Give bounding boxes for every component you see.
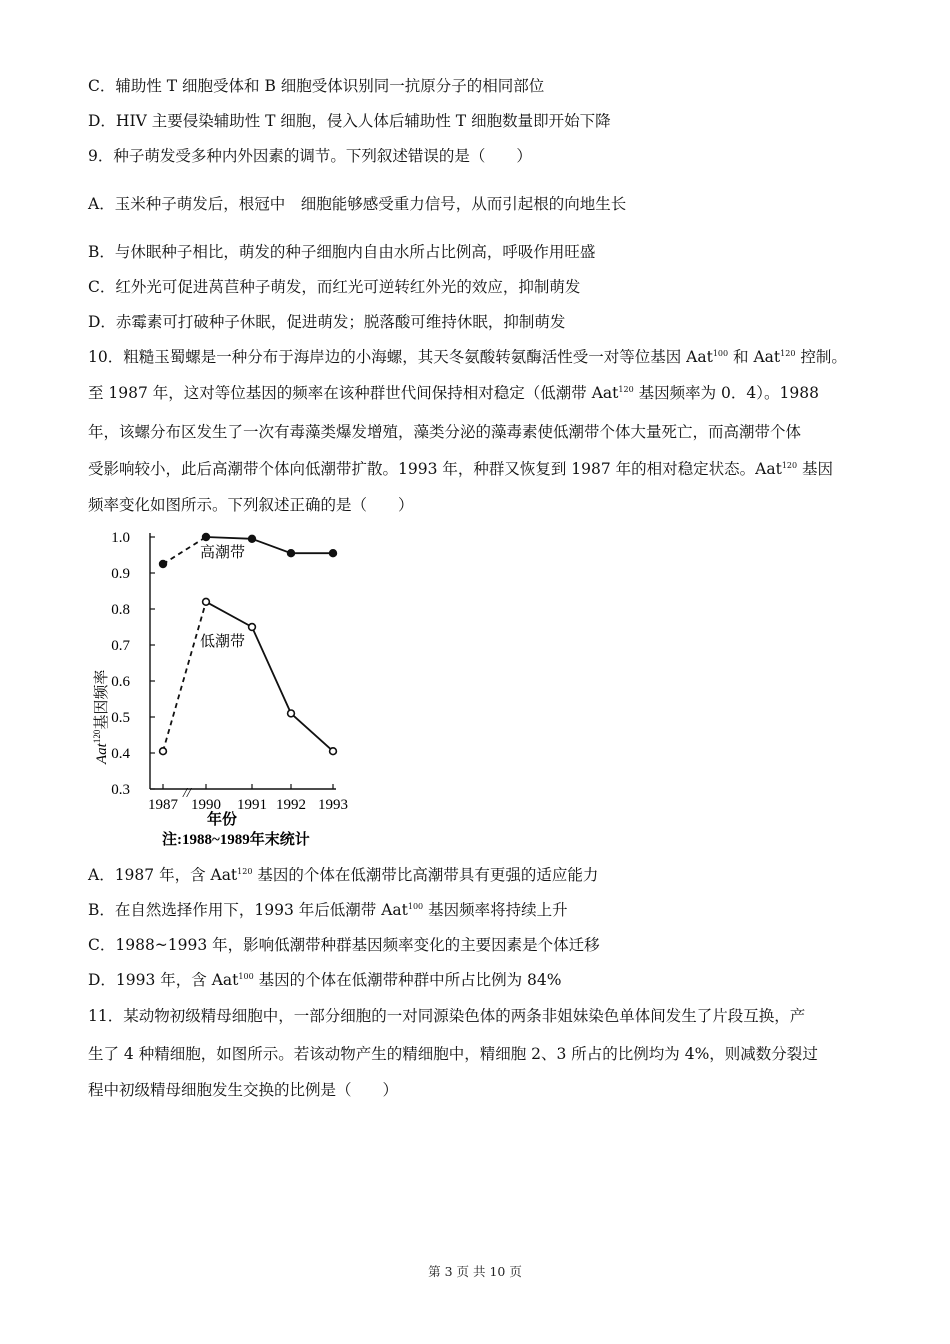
y-tick-label: 0.3 (111, 782, 130, 798)
x-axis-break: // (183, 786, 191, 801)
q10-option-c: C．1988~1993 年，影响低潮带种群基因频率变化的主要因素是个体迁移 (88, 936, 600, 954)
q10-stem-line-4: 受影响较小，此后高潮带个体向低潮带扩散。1993 年，种群又恢复到 1987 年的相对稳定状态。Aat$^{120}$ 基因 (88, 460, 834, 478)
y-tick-label: 0.4 (111, 746, 130, 762)
y-tick-label: 1.0 (111, 530, 130, 546)
q10-stem-line-5: 频率变化如图所示。下列叙述正确的是（ ） (88, 496, 414, 514)
y-tick-label: 0.9 (111, 566, 130, 582)
series-label-high-tide: 高潮带 (200, 545, 246, 561)
series-low-tide-point (288, 710, 295, 717)
q9-option-a: A．玉米种子萌发后，根冠中 细胞能够感受重力信号，从而引起根的向地生长 (88, 195, 627, 213)
series-high-tide-point (203, 534, 210, 541)
q10-stem-line-3: 年，该螺分布区发生了一次有毒藻类爆发增殖，藻类分泌的藻毒素使低潮带个体大量死亡，而高潮带个体 (88, 423, 802, 441)
x-tick-label: 1992 (276, 797, 306, 813)
q9-option-b: B．与休眠种子相比，萌发的种子细胞内自由水所占比例高，呼吸作用旺盛 (88, 243, 596, 261)
q10-option-b: B．在自然选择作用下，1993 年后低潮带 Aat$^{100}$ 基因频率将持续上升 (88, 901, 568, 919)
chart-note: 注:1988~1989年末统计 (162, 832, 310, 848)
x-tick-label: 1990 (191, 797, 221, 813)
series-high-tide-point (288, 550, 295, 557)
q10-option-a: A．1987 年，含 Aat$^{120}$ 基因的个体在低潮带比高潮带具有更强的适应能力 (88, 866, 599, 884)
q11-stem-line-3: 程中初级精母细胞发生交换的比例是（ ） (88, 1081, 399, 1099)
series-low-tide-dashed-segment (163, 602, 206, 751)
x-tick-label: 1987 (148, 797, 178, 813)
series-high-tide-point (160, 561, 167, 568)
series-high-tide-point (330, 550, 337, 557)
q10-stem-line-2: 至 1987 年，这对等位基因的频率在该种群世代间保持相对稳定（低潮带 Aat$^{120}$ 基因频率为 0．4）。1988 (88, 384, 819, 402)
x-tick-label: 1991 (237, 797, 267, 813)
series-low-tide-line (206, 602, 333, 751)
x-axis (148, 784, 348, 813)
x-axis-label: 年份 (206, 812, 238, 828)
q10-option-d: D．1993 年，含 Aat$^{100}$ 基因的个体在低潮带种群中所占比例为 84% (88, 971, 562, 989)
y-tick-label: 0.6 (111, 674, 130, 690)
y-tick-label: 0.7 (111, 638, 130, 654)
series-high-tide-point (249, 535, 256, 542)
y-tick-label: 0.8 (111, 602, 130, 618)
series-low-tide-point (249, 624, 256, 631)
series-low-tide-point (160, 748, 167, 755)
q8-option-c: C．辅助性 T 细胞受体和 B 细胞受体识别同一抗原分子的相同部位 (88, 77, 545, 95)
y-axis-label: Aat$^{120}$基因频率 (92, 669, 110, 764)
allele-frequency-chart (88, 520, 388, 850)
q9-option-c: C．红外光可促进莴苣种子萌发，而红光可逆转红外光的效应，抑制萌发 (88, 278, 581, 296)
q9-stem: 9．种子萌发受多种内外因素的调节。下列叙述错误的是（ ） (88, 147, 532, 165)
q10-stem-line-1: 10．粗糙玉蜀螺是一种分布于海岸边的小海螺，其天冬氨酸转氨酶活性受一对等位基因 Aat$^{100}$ 和 Aat$^{120}$ 控制。 (88, 348, 847, 366)
y-axis (111, 530, 155, 798)
q9-option-d: D．赤霉素可打破种子休眠，促进萌发；脱落酸可维持休眠，抑制萌发 (88, 313, 566, 331)
series-low-tide-point (203, 598, 210, 605)
series-label-low-tide: 低潮带 (200, 634, 246, 650)
q11-stem-line-1: 11．某动物初级精母细胞中，一部分细胞的一对同源染色体的两条非姐妹染色单体间发生了片段互换，产 (88, 1007, 806, 1025)
q8-option-d: D．HIV 主要侵染辅助性 T 细胞，侵入人体后辅助性 T 细胞数量即开始下降 (88, 112, 611, 130)
y-tick-label: 0.5 (111, 710, 130, 726)
series-low-tide-point (330, 748, 337, 755)
page-footer: 第 3 页 共 10 页 (428, 1264, 522, 1279)
q11-stem-line-2: 生了 4 种精细胞，如图所示。若该动物产生的精细胞中，精细胞 2、3 所占的比例均为 4%，则减数分裂过 (88, 1045, 818, 1063)
x-tick-label: 1993 (318, 797, 348, 813)
